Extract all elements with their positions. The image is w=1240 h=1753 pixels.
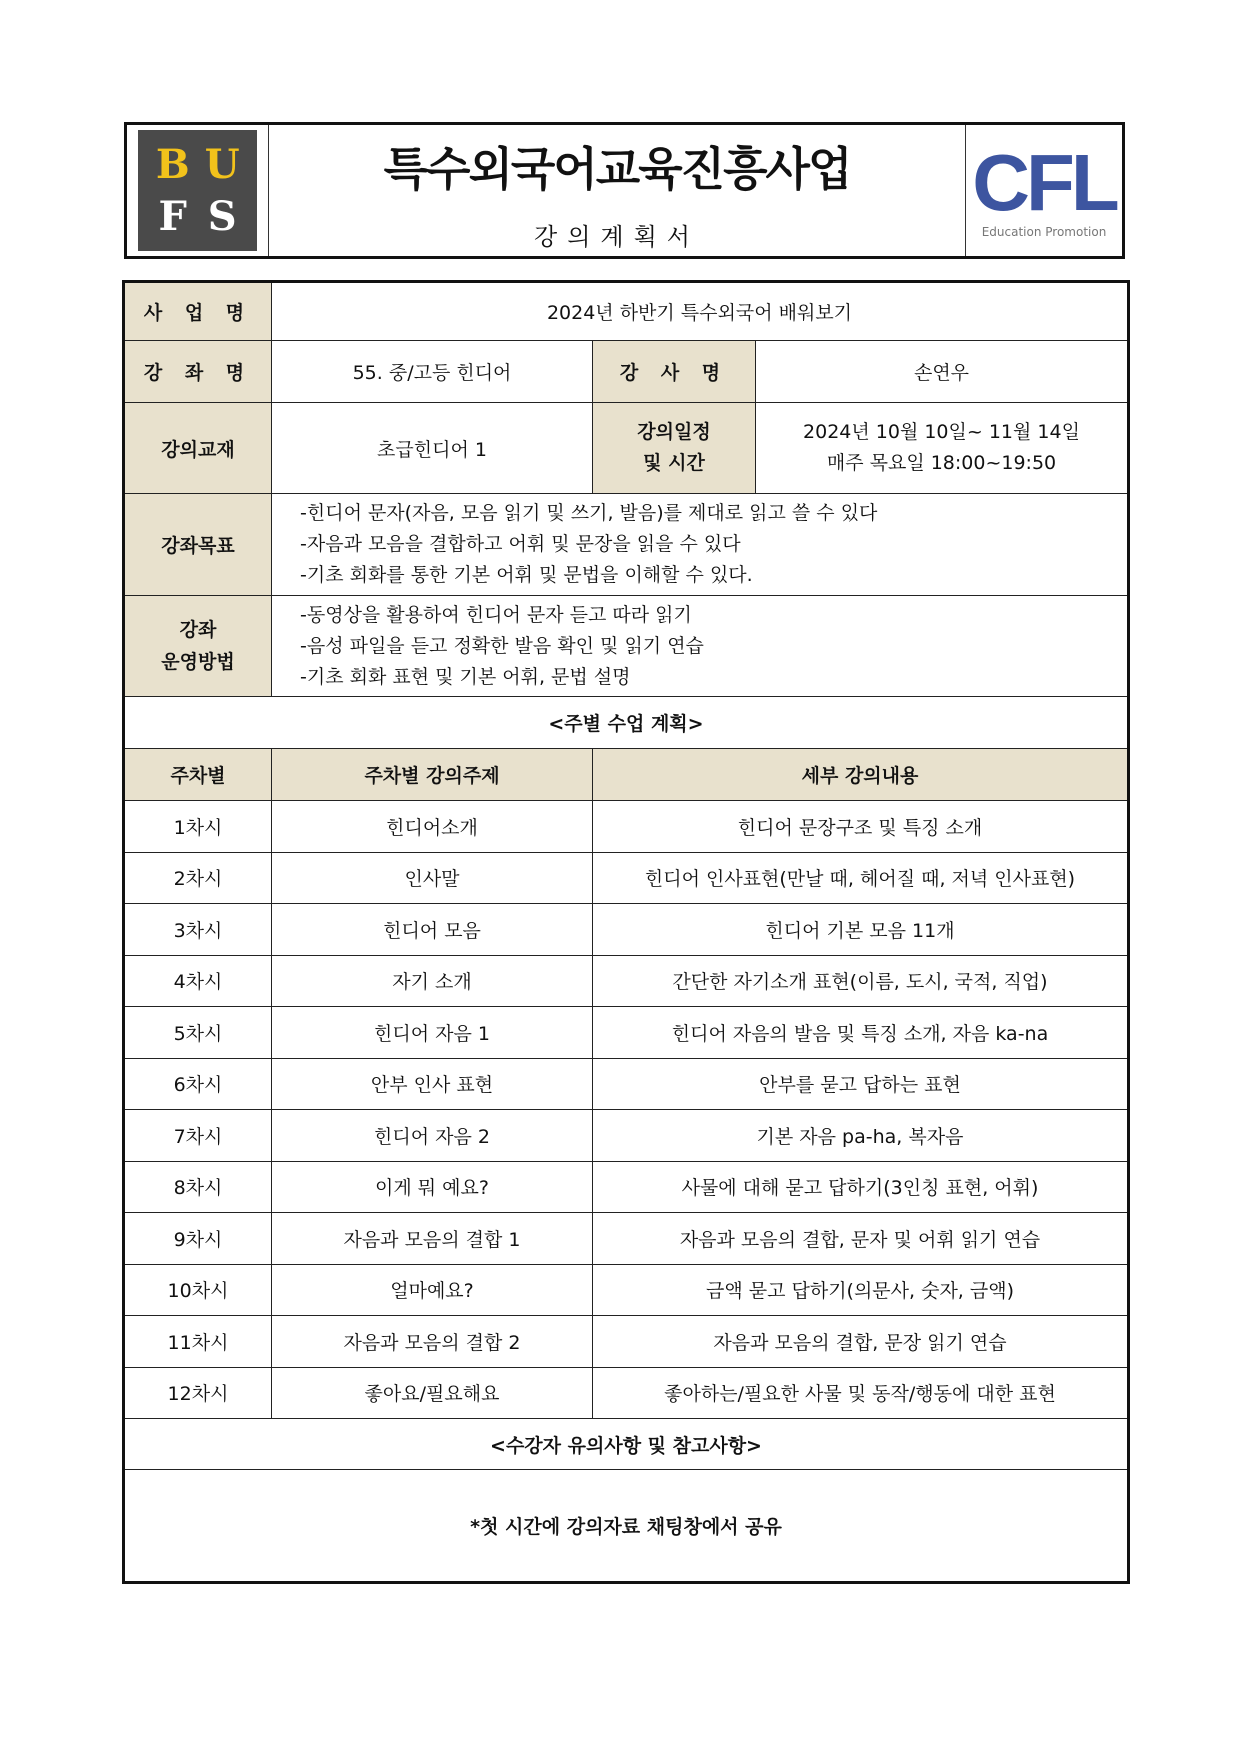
content-cell: 기본 자음 pa-ha, 복자음: [593, 1110, 1129, 1162]
week-cell: 1차시: [124, 801, 272, 853]
method-item: -음성 파일을 듣고 정확한 발음 확인 및 읽기 연습: [300, 634, 704, 657]
topic-cell: 힌디어소개: [272, 801, 593, 853]
week-cell: 9차시: [124, 1213, 272, 1265]
method-label: [124, 596, 272, 697]
course-label: 강 좌 명: [124, 341, 272, 403]
course-row: [124, 341, 1129, 403]
week-cell: 7차시: [124, 1110, 272, 1162]
logo-letter: S: [207, 193, 237, 241]
document-header: [124, 122, 1125, 259]
schedule-label-line: 및 시간: [643, 452, 705, 474]
weekly-row: [124, 1007, 1129, 1059]
document-subtitle: 강의계획서: [534, 223, 700, 251]
goal-item: -기초 회화를 통한 기본 어휘 및 문법을 이해할 수 있다.: [300, 564, 753, 586]
notes-section-title: <수강자 유의사항 및 참고사항>: [124, 1419, 1129, 1470]
topic-cell: 이게 뭐 예요?: [272, 1161, 593, 1213]
week-cell: 8차시: [124, 1161, 272, 1213]
weekly-row: [124, 1058, 1129, 1110]
week-cell: 3차시: [124, 904, 272, 956]
textbook-label: 강의교재: [124, 403, 272, 494]
cfl-logo-subtext: Education Promotion: [981, 224, 1107, 239]
project-row: [124, 282, 1129, 341]
schedule-label-line: 강의일정: [637, 421, 711, 443]
week-cell: 10차시: [124, 1264, 272, 1316]
topic-cell: 자음과 모음의 결합 1: [272, 1213, 593, 1265]
weekly-row: [124, 801, 1129, 853]
methods-list: [272, 596, 1129, 697]
weekly-row: [124, 904, 1129, 956]
topic-cell: 힌디어 자음 2: [272, 1110, 593, 1162]
topic-cell: 힌디어 모음: [272, 904, 593, 956]
content-cell: 좋아하는/필요한 사물 및 동작/행동에 대한 표현: [593, 1367, 1129, 1419]
goals-label: 강좌목표: [124, 494, 272, 596]
content-cell: 금액 묻고 답하기(의문사, 숫자, 금액): [593, 1264, 1129, 1316]
method-item: -기초 회화 표현 및 기본 어휘, 문법 설명: [300, 665, 631, 688]
topic-cell: 힌디어 자음 1: [272, 1007, 593, 1059]
week-cell: 4차시: [124, 955, 272, 1007]
weekly-section-title: <주별 수업 계획>: [124, 697, 1129, 749]
week-cell: 5차시: [124, 1007, 272, 1059]
week-cell: 12차시: [124, 1367, 272, 1419]
goals-list: [272, 494, 1129, 596]
method-label-line: 운영방법: [161, 651, 235, 673]
course-plan-table: [122, 280, 1130, 1584]
content-cell: 힌디어 인사표현(만날 때, 헤어질 때, 저녁 인사표현): [593, 852, 1129, 904]
schedule-value: [756, 403, 1129, 494]
week-cell: 2차시: [124, 852, 272, 904]
content-cell: 안부를 묻고 답하는 표현: [593, 1058, 1129, 1110]
content-cell: 자음과 모음의 결합, 문장 읽기 연습: [593, 1316, 1129, 1368]
weekly-row: [124, 852, 1129, 904]
content-cell: 간단한 자기소개 표현(이름, 도시, 국적, 직업): [593, 955, 1129, 1007]
topic-cell: 자기 소개: [272, 955, 593, 1007]
topic-header: 주차별 강의주제: [272, 749, 593, 801]
schedule-time: 매주 목요일 18:00~19:50: [826, 452, 1057, 474]
logo-letter: F: [158, 193, 187, 241]
notes-text: *첫 시간에 강의자료 채팅창에서 공유: [124, 1470, 1129, 1583]
goal-item: -힌디어 문자(자음, 모음 읽기 및 쓰기, 발음)를 제대로 읽고 쓸 수 있다: [300, 502, 878, 524]
content-cell: 힌디어 자음의 발음 및 특징 소개, 자음 ka-na: [593, 1007, 1129, 1059]
weekly-row: [124, 955, 1129, 1007]
content-cell: 사물에 대해 묻고 답하기(3인칭 표현, 어휘): [593, 1161, 1129, 1213]
content-cell: 자음과 모음의 결합, 문자 및 어휘 읽기 연습: [593, 1213, 1129, 1265]
instructor-label: 강 사 명: [593, 341, 756, 403]
method-row: [124, 596, 1129, 697]
content-cell: 힌디어 문장구조 및 특징 소개: [593, 801, 1129, 853]
cfl-logo: [965, 125, 1122, 256]
goal-item: -자음과 모음을 결합하고 어휘 및 문장을 읽을 수 있다: [300, 533, 741, 555]
week-cell: 6차시: [124, 1058, 272, 1110]
weekly-header-row: [124, 749, 1129, 801]
weekly-row: [124, 1213, 1129, 1265]
bufs-logo: [127, 125, 269, 256]
week-header: 주차별: [124, 749, 272, 801]
cfl-logo-text: CFL: [972, 137, 1116, 227]
topic-cell: 인사말: [272, 852, 593, 904]
course-value: 55. 중/고등 힌디어: [272, 341, 593, 403]
method-label-line: 강좌: [179, 619, 217, 641]
content-cell: 힌디어 기본 모음 11개: [593, 904, 1129, 956]
topic-cell: 얼마예요?: [272, 1264, 593, 1316]
week-cell: 11차시: [124, 1316, 272, 1368]
topic-cell: 자음과 모음의 결합 2: [272, 1316, 593, 1368]
content-header: 세부 강의내용: [593, 749, 1129, 801]
project-label: 사 업 명: [124, 282, 272, 341]
weekly-row: [124, 1367, 1129, 1419]
weekly-row: [124, 1110, 1129, 1162]
topic-cell: 좋아요/필요해요: [272, 1367, 593, 1419]
method-item: -동영상을 활용하여 힌디어 문자 듣고 따라 읽기: [300, 603, 692, 626]
document-title: 특수외국어교육진흥사업: [383, 142, 851, 196]
logo-letter: U: [204, 140, 240, 188]
textbook-value: 초급힌디어 1: [272, 403, 593, 494]
schedule-label: [593, 403, 756, 494]
project-value: 2024년 하반기 특수외국어 배워보기: [272, 282, 1129, 341]
weekly-row: [124, 1264, 1129, 1316]
weekly-row: [124, 1316, 1129, 1368]
topic-cell: 안부 인사 표현: [272, 1058, 593, 1110]
logo-letter: B: [155, 140, 190, 188]
schedule-dates: 2024년 10월 10일~ 11월 14일: [803, 421, 1080, 443]
goals-row: [124, 494, 1129, 596]
weekly-row: [124, 1161, 1129, 1213]
textbook-row: [124, 403, 1129, 494]
instructor-value: 손연우: [756, 341, 1129, 403]
